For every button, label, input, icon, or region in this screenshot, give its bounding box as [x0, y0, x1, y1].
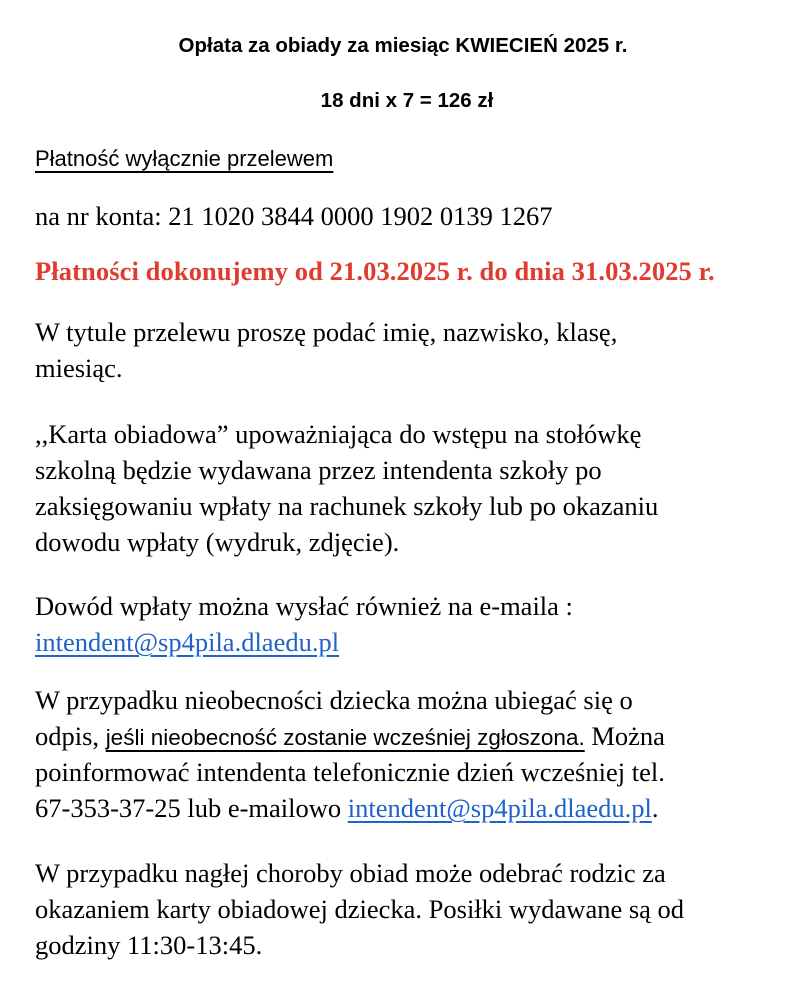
- absence-line: poinformować intendenta telefonicznie dzień wcześniej tel.: [35, 757, 665, 787]
- payment-proof-line: Dowód wpłaty można wysłać również na e-maila :: [35, 591, 573, 621]
- absence-line: [35, 718, 795, 754]
- absence-paragraph: [35, 682, 795, 826]
- sickness-line: okazaniem karty obiadowej dziecka. Posiłki wydawane są od: [35, 894, 685, 924]
- payment-method-heading: Płatność wyłącznie przelewem: [35, 146, 334, 171]
- absence-line: [35, 790, 795, 826]
- intendent-email-link[interactable]: intendent@sp4pila.dlaedu.pl: [347, 793, 652, 823]
- absence-phone-text: 67-353-37-25 lub e-mailowo: [35, 793, 348, 823]
- absence-text: odpis,: [35, 721, 106, 751]
- absence-text: Można: [584, 721, 665, 751]
- transfer-title-line: W tytule przelewu proszę podać imię, nazwisko, klasę,: [35, 317, 618, 347]
- sickness-line: godziny 11:30-13:45.: [35, 930, 263, 960]
- price-calculation: 18 dni x 7 = 126 zł: [320, 89, 494, 112]
- page-title: Opłata za obiady za miesiąc KWIECIEŃ 2025 r.: [178, 34, 628, 57]
- meal-card-line: ,,Karta obiadowa” upoważniająca do wstępu na stołówkę: [35, 419, 642, 449]
- payment-proof-email-line: [35, 624, 795, 660]
- absence-condition-underlined: jeśli nieobecność zostanie wcześniej zgłoszona.: [105, 725, 585, 750]
- bank-account-number: na nr konta: 21 1020 3844 0000 1902 0139 1267: [35, 201, 553, 231]
- transfer-title-instructions: [35, 314, 795, 386]
- absence-line: W przypadku nieobecności dziecka można ubiegać się o: [35, 685, 633, 715]
- meal-card-line: dowodu wpłaty (wydruk, zdjęcie).: [35, 527, 400, 557]
- sickness-paragraph: [35, 855, 795, 963]
- intendent-email-link[interactable]: intendent@sp4pila.dlaedu.pl: [35, 627, 340, 657]
- sickness-line: W przypadku nagłej choroby obiad może odebrać rodzic za: [35, 858, 666, 888]
- meal-card-line: zaksięgowaniu wpłaty na rachunek szkoły lub po okazaniu: [35, 491, 659, 521]
- absence-text: .: [651, 793, 659, 823]
- transfer-title-line: miesiąc.: [35, 353, 123, 383]
- meal-card-paragraph: [35, 416, 795, 560]
- payment-proof-paragraph: [35, 588, 795, 660]
- meal-card-line: szkolną będzie wydawana przez intendenta szkoły po: [35, 455, 602, 485]
- payment-deadline: Płatności dokonujemy od 21.03.2025 r. do dnia 31.03.2025 r.: [35, 256, 715, 286]
